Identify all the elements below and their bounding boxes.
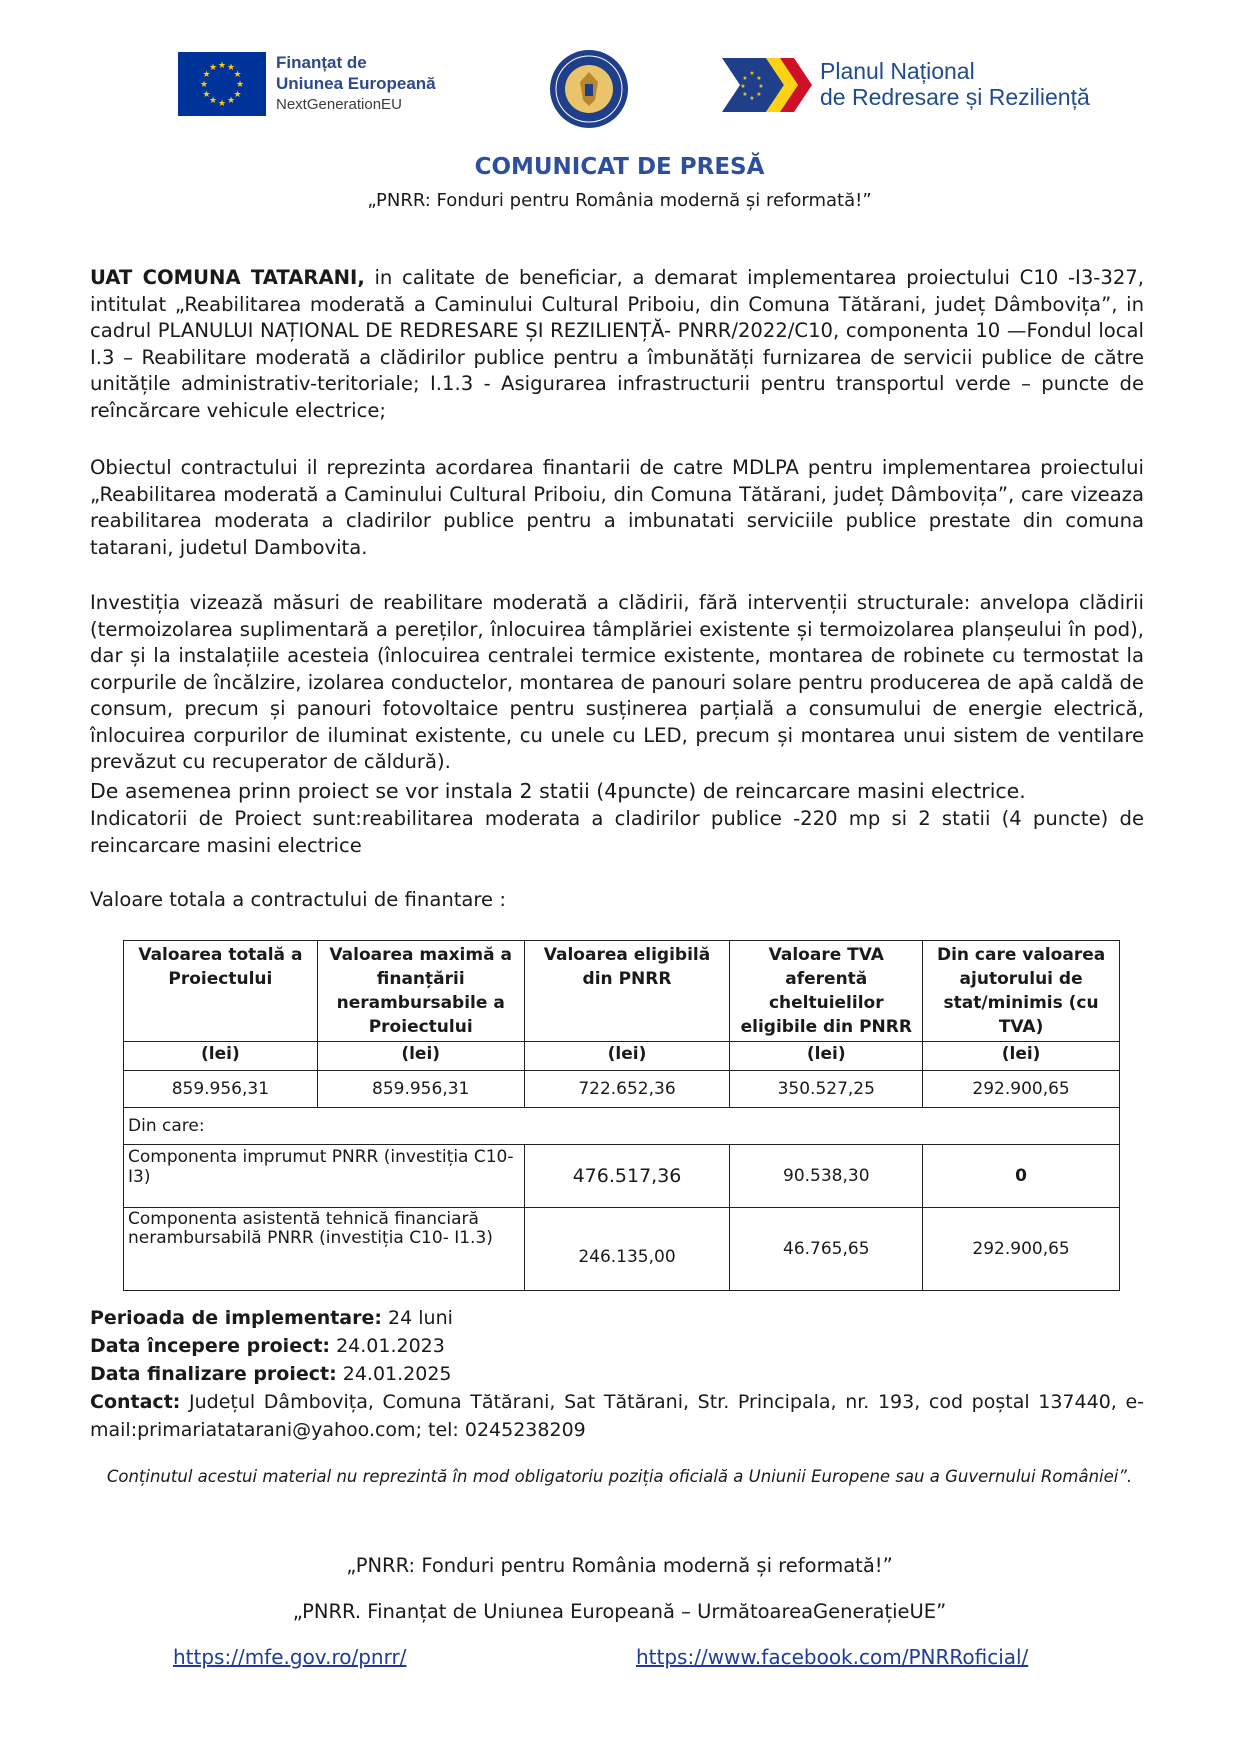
eu-line3: NextGenerationEU	[276, 96, 402, 113]
table-cell: 859.956,31	[317, 1071, 524, 1108]
page-title: COMUNICAT DE PRESĂ	[474, 154, 765, 180]
pnrr-title-text	[820, 58, 1150, 110]
info-value: 24 luni	[382, 1307, 453, 1329]
pnrr-line1: Planul Național	[820, 58, 975, 84]
facebook-link[interactable]: https://www.facebook.com/PNRRoficial/	[636, 1645, 1029, 1669]
paragraph-investment: Investiția vizează măsuri de reabilitare moderată a clădirii, fără intervenții structurale: anvelopa clădirii (termoizolarea suplimentară a pereților, înlocuirea tâmplăriei existente și termoizolarea planșeului în pod), dar și la instalațiile acesteia (înlocuirea centralei termice existente, montarea de robinete cu termostat la corpurile de încălzire, izolarea conductelor, montarea de panouri solare pentru producerea de apă caldă de consum, precum și panouri fotovoltaice pentru susținerea parțială a consumului de energie electrică, înlocuirea corpurilor de iluminat existente, cu unele cu LED, precum și montarea unui sistem de ventilare prevăzut cu recuperator de căldură).	[90, 591, 1144, 773]
table-cell: 350.527,25	[730, 1071, 923, 1108]
svg-text:★: ★	[202, 70, 211, 80]
table-row	[124, 1071, 1120, 1108]
disclaimer: Conținutul acestui material nu reprezintă în mod obligatoriu poziția oficială a Uniunii Europene sau a Guvernului României”.	[106, 1467, 1133, 1486]
table-units-row	[124, 1042, 1120, 1071]
table-header-row	[124, 941, 1120, 1042]
table-cell: 90.538,30	[730, 1145, 923, 1208]
svg-text:★: ★	[226, 63, 236, 73]
mfe-link[interactable]: https://mfe.gov.ro/pnrr/	[173, 1645, 407, 1669]
end-date	[90, 1360, 1144, 1388]
table-cell: 0	[923, 1145, 1120, 1208]
svg-text:★: ★	[217, 99, 227, 109]
svg-text:★: ★	[235, 80, 245, 90]
paragraph-indicators: Indicatorii de Proiect sunt:reabilitarea moderata a cladirilor publice -220 mp si 2 statii (4 puncte) de reincarcare masini electrice	[90, 807, 1144, 857]
implementation-period	[90, 1304, 1144, 1332]
svg-text:★: ★	[758, 83, 764, 90]
eu-flag-logo	[178, 52, 266, 116]
table-cell: 476.517,36	[524, 1145, 730, 1208]
financing-table	[123, 940, 1120, 1291]
eu-line1: Finanțat de	[276, 53, 367, 72]
svg-text:★: ★	[217, 61, 227, 71]
footer-slogan-1: „PNRR: Fonduri pentru România modernă și reformată!”	[346, 1554, 893, 1577]
intro-text: in calitate de beneficiar, a demarat implementarea proiectului C10 -I3-327, intitulat „Reabilitarea moderată a Caminului Cultural Priboiu, din Comuna Tătărani, județ Dâmbovița”, in cadrul PLANULUI NAȚIONAL DE REDRESARE ȘI REZILIENȚĂ- PNRR/2022/C10, componenta 10 —Fondul local I.3 – Reabilitare moderată a clădirilor publice pentru a îmbunătăți furnizarea de servicii publice de către unitățile administrativ-teritoriale; I.1.3 - Asigurarea infrastructurii pentru transportul verde – puncte de reîncărcare vehicule electrice;	[90, 266, 1145, 422]
paragraph-contract-value: Valoare totala a contractului de finantare :	[90, 888, 506, 911]
header-vat-value: Valoare TVA aferentă cheltuielilor eligibile din PNRR	[730, 941, 923, 1042]
table-cell-label: Componenta imprumut PNRR (investiția C10-I3)	[124, 1145, 525, 1208]
svg-text:★: ★	[749, 70, 755, 77]
svg-text:★: ★	[749, 95, 755, 102]
table-cell: (lei)	[923, 1042, 1120, 1071]
svg-text:★: ★	[233, 70, 242, 80]
svg-text:★: ★	[742, 75, 748, 82]
info-label: Contact:	[90, 1391, 181, 1413]
table-cell: (lei)	[317, 1042, 524, 1071]
header-eligible-value: Valoarea eligibilă din PNRR	[524, 941, 730, 1042]
table-cell: 292.900,65	[923, 1208, 1120, 1291]
eu-stars-icon	[178, 52, 266, 116]
table-cell: (lei)	[730, 1042, 923, 1071]
paragraph-objective: Obiectul contractului il reprezinta acordarea finantarii de catre MDLPA pentru implementarea proiectului „Reabilitarea moderată a Caminului Cultural Priboiu, din Comuna Tătărani, județ Dâmbovița”, care vizeaza reabilitarea moderata a cladirilor publice pentru a imbunatati serviciile publice prestate din comuna tatarani, judetul Dambovita.	[90, 456, 1144, 559]
svg-text:★: ★	[208, 63, 218, 73]
svg-text:★: ★	[756, 91, 762, 98]
table-cell: (lei)	[124, 1042, 318, 1071]
start-date	[90, 1332, 1144, 1360]
table-cell-din-care: Din care:	[124, 1108, 1120, 1145]
table-cell: 292.900,65	[923, 1071, 1120, 1108]
eu-funding-text	[276, 52, 466, 115]
table-cell: 859.956,31	[124, 1071, 318, 1108]
svg-text:★: ★	[233, 90, 242, 100]
info-value: 24.01.2023	[330, 1335, 445, 1357]
header-max-funding: Valoarea maximă a finanțării nerambursabile a Proiectului	[317, 941, 524, 1042]
pnrr-line2: de Redresare și Reziliență	[820, 84, 1090, 110]
info-label: Data finalizare proiect:	[90, 1363, 337, 1385]
table-row	[124, 1145, 1120, 1208]
svg-text:★: ★	[199, 80, 209, 90]
footer-slogan-2: „PNRR. Finanțat de Uniunea Europeană – UrmătoareaGenerațieUE”	[292, 1600, 947, 1623]
table-cell: 246.135,00	[524, 1208, 730, 1291]
info-value: 24.01.2025	[336, 1363, 452, 1385]
svg-text:★: ★	[202, 90, 211, 100]
government-seal-logo	[548, 48, 630, 130]
info-value: Județul Dâmbovița, Comuna Tătărani, Sat Tătărani, Str. Principala, nr. 193, cod poștal 137440, e-mail:primariatatarani@yahoo.com; tel: 0245238209	[90, 1391, 1144, 1441]
svg-text:★: ★	[208, 96, 218, 106]
header-total-value: Valoarea totală a Proiectului	[124, 941, 318, 1042]
table-row	[124, 1208, 1120, 1291]
table-cell: 722.652,36	[524, 1071, 730, 1108]
paragraph-charging-stations: De asemenea prinn proiect se vor instala 2 statii (4puncte) de reincarcare masini electrice.	[90, 779, 1026, 803]
table-row	[124, 1108, 1120, 1145]
eu-line2: Uniunea Europeană	[276, 74, 436, 93]
table-cell: 46.765,65	[730, 1208, 923, 1291]
pnrr-logo	[722, 58, 814, 112]
project-info	[90, 1304, 1144, 1444]
header-state-aid: Din care valoarea ajutorului de stat/minimis (cu TVA)	[923, 941, 1120, 1042]
svg-text:★: ★	[742, 91, 748, 98]
page-subtitle: „PNRR: Fonduri pentru România modernă și reformată!”	[367, 190, 872, 211]
svg-text:★: ★	[226, 96, 236, 106]
table-cell-label: Componenta asistentă tehnică financiară nerambursabilă PNRR (investiția C10- I1.3)	[124, 1208, 525, 1291]
info-label: Data începere proiect:	[90, 1335, 331, 1357]
contact	[90, 1388, 1144, 1444]
paragraph-intro	[90, 265, 1144, 424]
info-label: Perioada de implementare:	[90, 1307, 382, 1329]
beneficiary-name: UAT COMUNA TATARANI,	[90, 266, 365, 289]
table-cell: (lei)	[524, 1042, 730, 1071]
svg-text:★: ★	[756, 75, 762, 82]
svg-text:★: ★	[740, 83, 746, 90]
